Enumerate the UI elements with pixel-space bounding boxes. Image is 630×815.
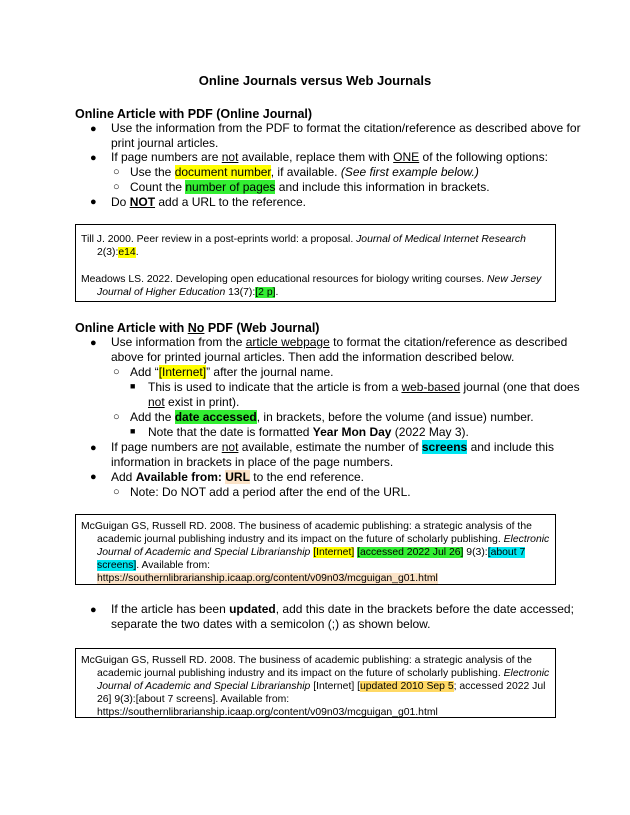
highlight-url-ref: https://southernlibrarianship.icaap.org/content/v09n03/mcguigan_g01.html [97, 573, 438, 584]
highlight-e14: e14 [118, 247, 136, 258]
sub-bullet-marker: ○ [113, 411, 120, 423]
ref-updated-line3: Journal of Academic and Special Librarianship [Internet] [updated 2010 Sep 5; accessed 2022 Jul [97, 681, 546, 692]
tertiary-bullet-marker: ■ [130, 381, 136, 391]
ref-updated-line2: academic journal publishing industry and its impact on the future of scholarly publishing. Electronic [97, 668, 550, 679]
bullet-marker: ● [90, 471, 97, 483]
example-box-updated [75, 648, 556, 718]
s2-bullet2-line1: If page numbers are not available, estimate the number of screens and include this [111, 440, 554, 454]
ref-mcguigan-line2: academic journal publishing industry and its impact on the future of scholarly publishing. Electronic [97, 534, 550, 545]
ref-updated-url: https://southernlibrarianship.icaap.org/content/v09n03/mcguigan_g01.html [97, 707, 438, 718]
page-title: Online Journals versus Web Journals [198, 73, 432, 88]
section-heading-web-journal: Online Article with No PDF (Web Journal) [75, 321, 320, 335]
s1-bullet3: Do NOT add a URL to the reference. [111, 195, 307, 209]
bullet-marker: ● [90, 196, 97, 208]
highlight-screens: screens [421, 440, 468, 454]
bullet-marker: ● [90, 442, 97, 454]
ref-mcguigan-line1: McGuigan GS, Russell RD. 2008. The business of academic publishing: a strategic analysis of the [81, 521, 532, 532]
s2-sub-bullet-no-period: Note: Do NOT add a period after the end of the URL. [130, 485, 411, 499]
sub-bullet-marker: ○ [113, 486, 120, 498]
updated-note-line1: If the article has been updated, add this date in the brackets before the date accessed; [111, 602, 574, 616]
s2-bullet1-line1: Use information from the article webpage to format the citation/reference as described [111, 335, 568, 349]
ref-meadows-line1: Meadows LS. 2022. Developing open educational resources for biology writing courses. New Jersey [81, 274, 542, 285]
s2-bullet1-line2: above for printed journal articles. Then add the information described below. [111, 350, 515, 364]
s1-bullet1-line1: Use the information from the PDF to format the citation/reference as described above for [111, 121, 581, 135]
s2-sub-bullet-internet: Add “[Internet]” after the journal name. [130, 365, 334, 379]
highlight-internet: [Internet] [158, 365, 207, 379]
bullet-marker: ● [90, 337, 97, 349]
highlight-screens-ref: screens] [97, 560, 137, 571]
section-heading-online-journal: Online Article with PDF (Online Journal) [75, 107, 313, 121]
s1-sub-bullet1: Use the document number, if available. (See first example below.) [130, 165, 479, 179]
ref-updated-line1: McGuigan GS, Russell RD. 2008. The business of academic publishing: a strategic analysis of the [81, 655, 532, 666]
ref-till-line2: 2(3):e14. [97, 247, 139, 258]
highlight-2p: [2 p] [255, 287, 276, 298]
highlight-accessed-ref: [accessed 2022 Jul 26] [357, 547, 464, 558]
example-box-web-journal [75, 514, 556, 585]
bullet-marker: ● [90, 604, 97, 616]
s2-tertiary-web-based-line1: This is used to indicate that the article is from a web-based journal (one that does [148, 380, 580, 394]
example-box-online-journal [75, 224, 556, 302]
s1-bullet2: If page numbers are not available, replace them with ONE of the following options: [111, 150, 548, 164]
updated-note-line2: separate the two dates with a semicolon (;) as shown below. [111, 617, 431, 631]
highlight-updated-date: updated 2010 Sep 5 [360, 681, 454, 692]
s2-tertiary-web-based-line2: not exist in print). [148, 395, 240, 409]
ref-mcguigan-url [97, 572, 438, 586]
highlight-internet-ref: [Internet] [313, 547, 355, 558]
highlight-document-number: document number [174, 165, 271, 179]
sub-bullet-marker: ○ [113, 166, 120, 178]
bullet-marker: ● [90, 152, 97, 164]
bullet-marker: ● [90, 123, 97, 135]
s2-bullet3: Add Available from: URL to the end reference. [111, 470, 365, 484]
ref-updated-line4: 26] 9(3):[about 7 screens]. Available from: [97, 694, 290, 705]
s1-sub-bullet2: Count the number of pages and include this information in brackets. [130, 180, 490, 194]
highlight-number-of-pages: number of pages [185, 180, 276, 194]
sub-bullet-marker: ○ [113, 366, 120, 378]
tertiary-bullet-marker: ■ [130, 426, 136, 436]
s2-sub-bullet-date-accessed: Add the date accessed, in brackets, before the volume (and issue) number. [130, 410, 534, 424]
s2-bullet2-line2: information in brackets in place of the page numbers. [111, 455, 394, 469]
s1-bullet1-line2: print journal articles. [111, 136, 219, 150]
sub-bullet-marker: ○ [113, 181, 120, 193]
highlight-about7-ref: [about 7 [487, 547, 526, 558]
ref-till-line1: Till J. 2000. Peer review in a post-eprints world: a proposal. Journal of Medical Internet Research [81, 234, 526, 245]
ref-meadows-line2: Journal of Higher Education 13(7):[2 p]. [97, 287, 279, 298]
ref-mcguigan-line3: Journal of Academic and Special Librarianship [Internet] [accessed 2022 Jul 26] 9(3):[about 7 [97, 547, 526, 558]
s2-tertiary-date-format: Note that the date is formatted Year Mon Day (2022 May 3). [148, 425, 469, 439]
ref-mcguigan-line4: screens]. Available from: [97, 560, 211, 571]
highlight-date-accessed: date accessed [174, 410, 257, 424]
highlight-url: URL [225, 470, 250, 484]
